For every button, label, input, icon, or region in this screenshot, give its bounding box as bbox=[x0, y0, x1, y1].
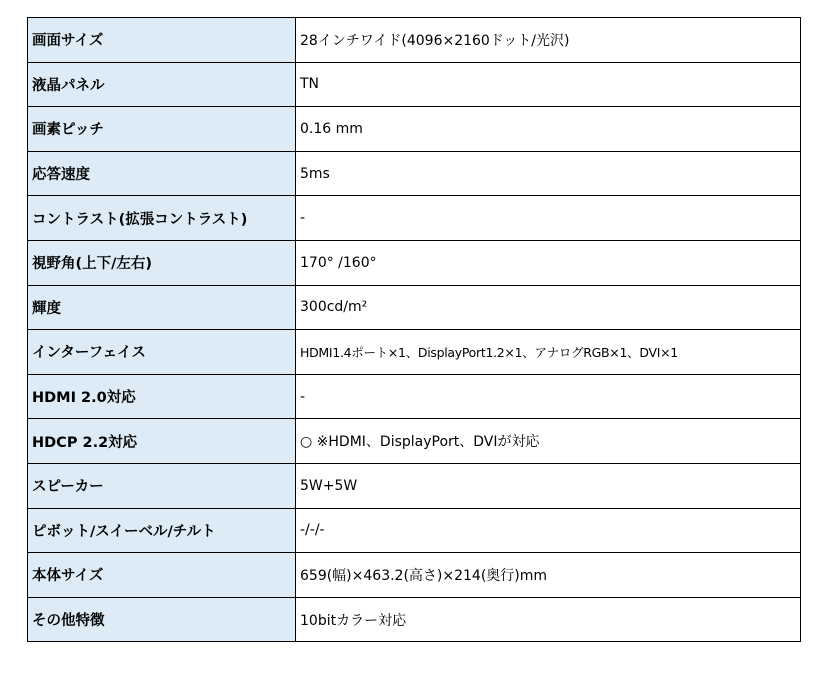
row-value: 659(幅)×463.2(高さ)×214(奥行)mm bbox=[296, 553, 801, 598]
row-value: 28インチワイド(4096×2160ドット/光沢) bbox=[296, 18, 801, 63]
row-label: スピーカー bbox=[28, 463, 296, 508]
row-label: 画素ピッチ bbox=[28, 107, 296, 152]
row-value: 10bitカラー対応 bbox=[296, 597, 801, 642]
row-label: HDMI 2.0対応 bbox=[28, 374, 296, 419]
row-value: 300cd/m² bbox=[296, 285, 801, 330]
table-row bbox=[28, 374, 801, 419]
row-value: 0.16 mm bbox=[296, 107, 801, 152]
row-label: 視野角(上下/左右) bbox=[28, 240, 296, 285]
row-label: ピボット/スイーベル/チルト bbox=[28, 508, 296, 553]
row-label: コントラスト(拡張コントラスト) bbox=[28, 196, 296, 241]
table-row bbox=[28, 553, 801, 598]
row-value: 170° /160° bbox=[296, 240, 801, 285]
row-label: 本体サイズ bbox=[28, 553, 296, 598]
table-row bbox=[28, 18, 801, 63]
table-row bbox=[28, 196, 801, 241]
row-label: 輝度 bbox=[28, 285, 296, 330]
table-row bbox=[28, 285, 801, 330]
row-value: TN bbox=[296, 62, 801, 107]
row-value: HDMI1.4ポート×1、DisplayPort1.2×1、アナログRGB×1、DVI×1 bbox=[296, 330, 801, 375]
row-label: インターフェイス bbox=[28, 330, 296, 375]
table-row bbox=[28, 419, 801, 464]
row-value: ○ ※HDMI、DisplayPort、DVIが対応 bbox=[296, 419, 801, 464]
row-label: 液晶パネル bbox=[28, 62, 296, 107]
table-row bbox=[28, 330, 801, 375]
row-label: 画面サイズ bbox=[28, 18, 296, 63]
table-row bbox=[28, 597, 801, 642]
row-value: - bbox=[296, 374, 801, 419]
row-label: 応答速度 bbox=[28, 151, 296, 196]
row-value: - bbox=[296, 196, 801, 241]
spec-table bbox=[27, 17, 801, 642]
row-value: -/-/- bbox=[296, 508, 801, 553]
row-value: 5ms bbox=[296, 151, 801, 196]
row-value: 5W+5W bbox=[296, 463, 801, 508]
row-label: HDCP 2.2対応 bbox=[28, 419, 296, 464]
table-row bbox=[28, 151, 801, 196]
row-label: その他特徴 bbox=[28, 597, 296, 642]
table-row bbox=[28, 62, 801, 107]
table-row bbox=[28, 107, 801, 152]
table-row bbox=[28, 463, 801, 508]
table-row bbox=[28, 240, 801, 285]
table-row bbox=[28, 508, 801, 553]
